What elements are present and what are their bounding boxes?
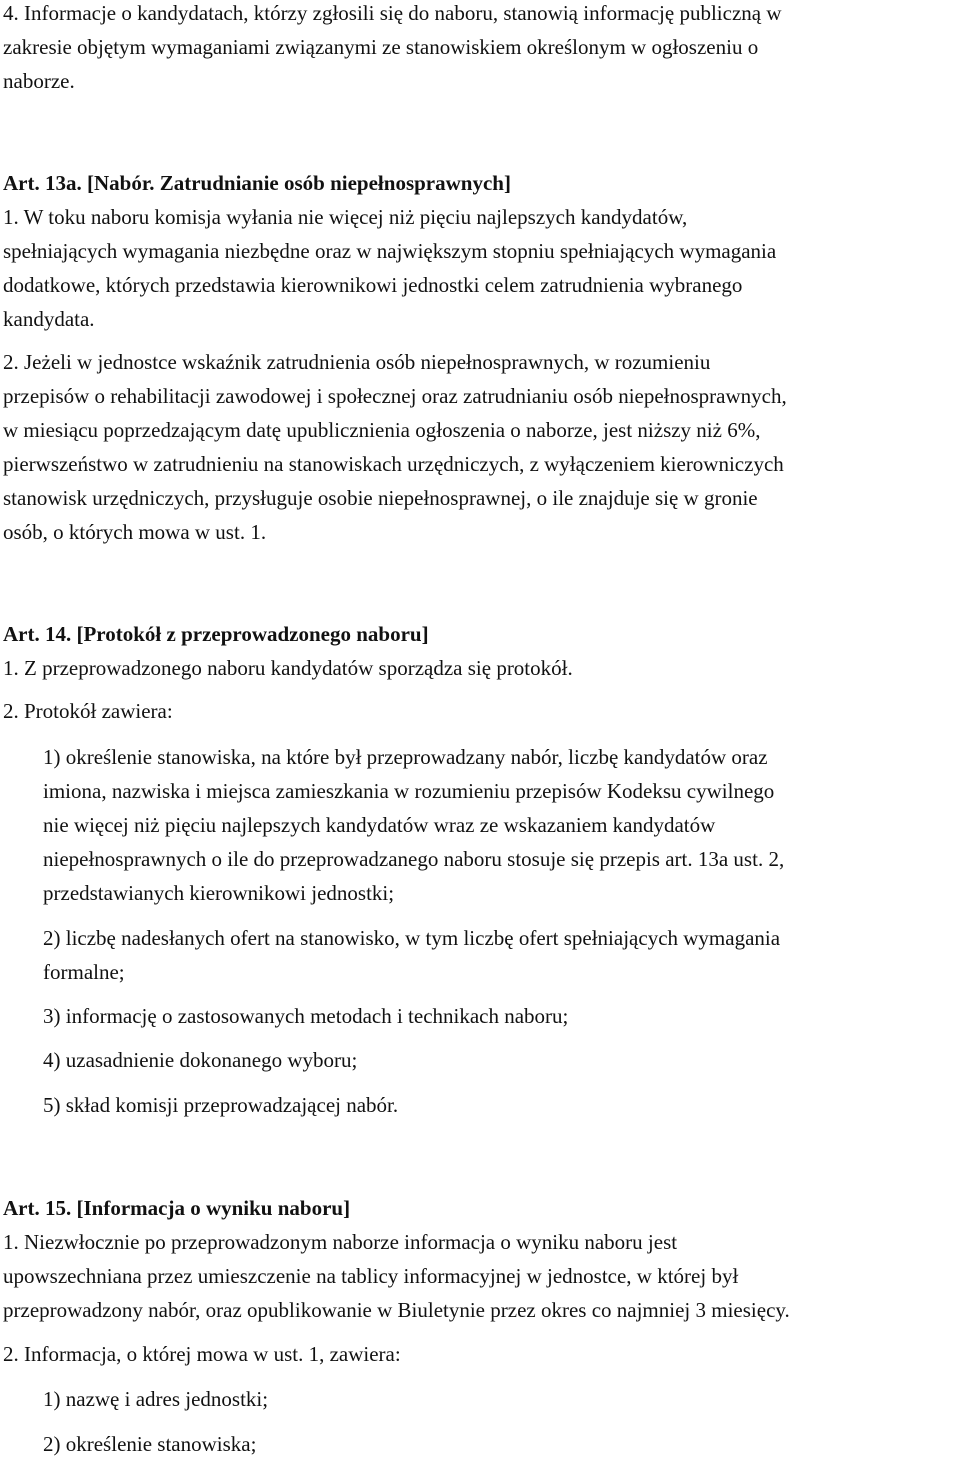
paragraph-line: 1. Z przeprowadzonego naboru kandydatów sporządza się protokół. xyxy=(3,656,573,680)
paragraph-line: osób, o których mowa w ust. 1. xyxy=(3,520,267,544)
paragraph-line: 1. Niezwłocznie po przeprowadzonym naborze informacja o wyniku naboru jest xyxy=(3,1230,678,1254)
paragraph-line: 2. Protokół zawiera: xyxy=(3,699,173,723)
article-heading-13a: Art. 13a. [Nabór. Zatrudnianie osób niepełnosprawnych] xyxy=(3,171,511,195)
list-item-line: 2) liczbę nadesłanych ofert na stanowisko, w tym liczbę ofert spełniających wymagania xyxy=(43,926,781,950)
paragraph-line: dodatkowe, których przedstawia kierownikowi jednostki celem zatrudnienia wybranego xyxy=(3,273,743,297)
list-item-line: 1) określenie stanowiska, na które był przeprowadzany nabór, liczbę kandydatów oraz xyxy=(43,745,768,769)
paragraph-line: naborze. xyxy=(3,69,75,93)
list-item-line: nie więcej niż pięciu najlepszych kandydatów wraz ze wskazaniem kandydatów xyxy=(43,813,716,837)
paragraph-line: 4. Informacje o kandydatach, którzy zgłosili się do naboru, stanowią informację publiczną w xyxy=(3,1,782,25)
paragraph-line: 1. W toku naboru komisja wyłania nie więcej niż pięciu najlepszych kandydatów, xyxy=(3,205,688,229)
paragraph-line: przeprowadzony nabór, oraz opublikowanie w Biuletynie przez okres co najmniej 3 miesięcy. xyxy=(3,1298,790,1322)
paragraph-line: upowszechniana przez umieszczenie na tablicy informacyjnej w jednostce, w której był xyxy=(3,1264,739,1288)
paragraph-line: kandydata. xyxy=(3,307,95,331)
list-item-line: 4) uzasadnienie dokonanego wyboru; xyxy=(43,1048,358,1072)
paragraph-line: spełniających wymagania niezbędne oraz w największym stopniu spełniających wymagania xyxy=(3,239,777,263)
paragraph-line: 2. Informacja, o której mowa w ust. 1, zawiera: xyxy=(3,1342,401,1366)
list-item-line: 1) nazwę i adres jednostki; xyxy=(43,1387,269,1411)
article-heading-14: Art. 14. [Protokół z przeprowadzonego naboru] xyxy=(3,622,429,646)
paragraph-line: 2. Jeżeli w jednostce wskaźnik zatrudnienia osób niepełnosprawnych, w rozumieniu xyxy=(3,350,711,374)
paragraph-line: zakresie objętym wymaganiami związanymi ze stanowiskiem określonym w ogłoszeniu o xyxy=(3,35,759,59)
list-item-line: 2) określenie stanowiska; xyxy=(43,1432,257,1456)
list-item-line: 5) skład komisji przeprowadzającej nabór. xyxy=(43,1093,399,1117)
list-item-line: 3) informację o zastosowanych metodach i technikach naboru; xyxy=(43,1004,569,1028)
list-item-line: formalne; xyxy=(43,960,125,984)
article-heading-15: Art. 15. [Informacja o wyniku naboru] xyxy=(3,1196,351,1220)
list-item-line: imiona, nazwiska i miejsca zamieszkania w rozumieniu przepisów Kodeksu cywilnego xyxy=(43,779,775,803)
paragraph-line: stanowisk urzędniczych, przysługuje osobie niepełnosprawnej, o ile znajduje się w gronie xyxy=(3,486,758,510)
list-item-line: przedstawianych kierownikowi jednostki; xyxy=(43,881,395,905)
paragraph-line: przepisów o rehabilitacji zawodowej i społecznej oraz zatrudnianiu osób niepełnosprawnych, xyxy=(3,384,787,408)
list-item-line: niepełnosprawnych o ile do przeprowadzanego naboru stosuje się przepis art. 13a ust. 2, xyxy=(43,847,785,871)
paragraph-line: pierwszeństwo w zatrudnieniu na stanowiskach urzędniczych, z wyłączeniem kierowniczych xyxy=(3,452,784,476)
paragraph-line: w miesiącu poprzedzającym datę upublicznienia ogłoszenia o naborze, jest niższy niż 6%, xyxy=(3,418,761,442)
